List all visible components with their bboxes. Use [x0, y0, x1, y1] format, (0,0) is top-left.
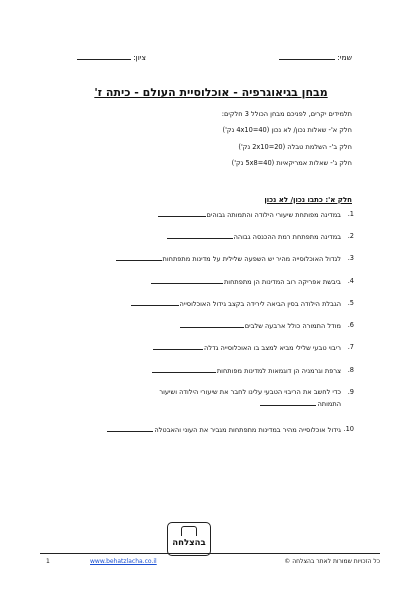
- answer-blank[interactable]: [116, 253, 162, 261]
- intro-part-c: חלק ג'- שאלות אמריקאיות (5x8=40 נק'): [231, 159, 352, 167]
- question-number: 10.: [343, 425, 354, 433]
- answer-blank[interactable]: [152, 365, 216, 373]
- behatzlacha-logo: [167, 522, 211, 556]
- page-number: 1: [46, 558, 50, 565]
- question-text: ריבוי טבעי שלילי מביא למצב בו האוכלוסייה גדלה: [204, 344, 341, 352]
- question-number: 3.: [347, 254, 354, 262]
- intro-part-a: חלק א'- שאלות נכון/ לא נכון (4x10=40 נק'): [222, 126, 352, 134]
- answer-blank[interactable]: [158, 209, 206, 217]
- question-text-continued: התמותה: [317, 400, 341, 408]
- question-text: מודל התמורה כולל ארבעה שלבים: [244, 322, 341, 330]
- question-3: [54, 253, 354, 265]
- answer-blank[interactable]: [131, 298, 179, 306]
- question-5: [54, 298, 354, 310]
- name-blank[interactable]: [279, 51, 335, 60]
- question-text: לגדול האוכלוסייה מהיר יש השפעה שלילית על מדינות מתפתחות: [162, 255, 341, 263]
- question-number: 5.: [347, 299, 354, 307]
- question-number: 4.: [347, 277, 354, 285]
- question-7: [54, 342, 354, 354]
- question-9: [54, 387, 354, 410]
- question-10: [54, 424, 354, 436]
- answer-blank[interactable]: [180, 320, 244, 328]
- page-title: מבחן בגיאוגרפיה - אוכלוסיית העולם - כיתה ז': [94, 86, 328, 99]
- answer-blank[interactable]: [260, 398, 316, 406]
- name-label: שמי:: [337, 53, 352, 62]
- answer-blank[interactable]: [167, 231, 233, 239]
- student-name-field[interactable]: [279, 51, 352, 62]
- question-4: [54, 276, 354, 288]
- question-8: [54, 365, 354, 377]
- question-number: 1.: [347, 210, 354, 218]
- logo-mark-icon: [181, 526, 197, 536]
- question-text: צרפת וגרמניה הן דוגמאות למדינות מפותחות: [216, 367, 341, 375]
- grade-label: ציון:: [133, 53, 146, 62]
- question-text: גידול אוכלוסייה מהיר במדינות מתפתחות מגביר את העוני והאבטלה: [154, 426, 341, 434]
- website-link[interactable]: www.behatzlacha.co.il: [90, 558, 157, 565]
- question-text: במדינה מתפתחת רמת ההכנסה גבוהה: [233, 233, 341, 241]
- grade-blank[interactable]: [77, 51, 131, 60]
- question-number: 9.: [347, 388, 354, 396]
- footer-divider: [40, 553, 380, 554]
- question-6: [54, 320, 354, 332]
- question-number: 8.: [347, 366, 354, 374]
- answer-blank[interactable]: [153, 342, 203, 350]
- intro-part-b: חלק ב'- השלמת טבלה (2x10=20 נק'): [238, 143, 352, 151]
- copyright-text: כל הזכויות שמורות לאתר בהצלחה ©: [284, 558, 380, 565]
- question-text: הגבלת הילודה בסין הביאה לירידה בקצב גידול האוכלוסייה: [179, 300, 341, 308]
- question-text: כדי לחשב את הריבוי הטבעי עלינו לחבר את שיעורי הילודה ושיעור: [159, 388, 341, 396]
- question-number: 2.: [347, 232, 354, 240]
- intro-greeting: תלמידים יקרים, לפניכם מבחן הכולל 3 חלקים:: [221, 110, 352, 118]
- answer-blank[interactable]: [107, 424, 153, 432]
- question-2: [54, 231, 354, 243]
- question-1: [54, 209, 354, 221]
- grade-field[interactable]: [77, 51, 146, 62]
- question-text: ביבשת אפריקה רוב המדינות הן מתפתחות: [223, 278, 341, 286]
- answer-blank[interactable]: [151, 276, 223, 284]
- question-text: במדינה מפותחת שיעורי הילודה והתמותה גבוהים: [206, 211, 341, 219]
- logo-text: בהצלחה: [172, 538, 206, 548]
- question-number: 7.: [347, 343, 354, 351]
- question-number: 6.: [347, 321, 354, 329]
- section-a-title: חלק א': כתבו נכון/ לא נכון: [264, 196, 352, 204]
